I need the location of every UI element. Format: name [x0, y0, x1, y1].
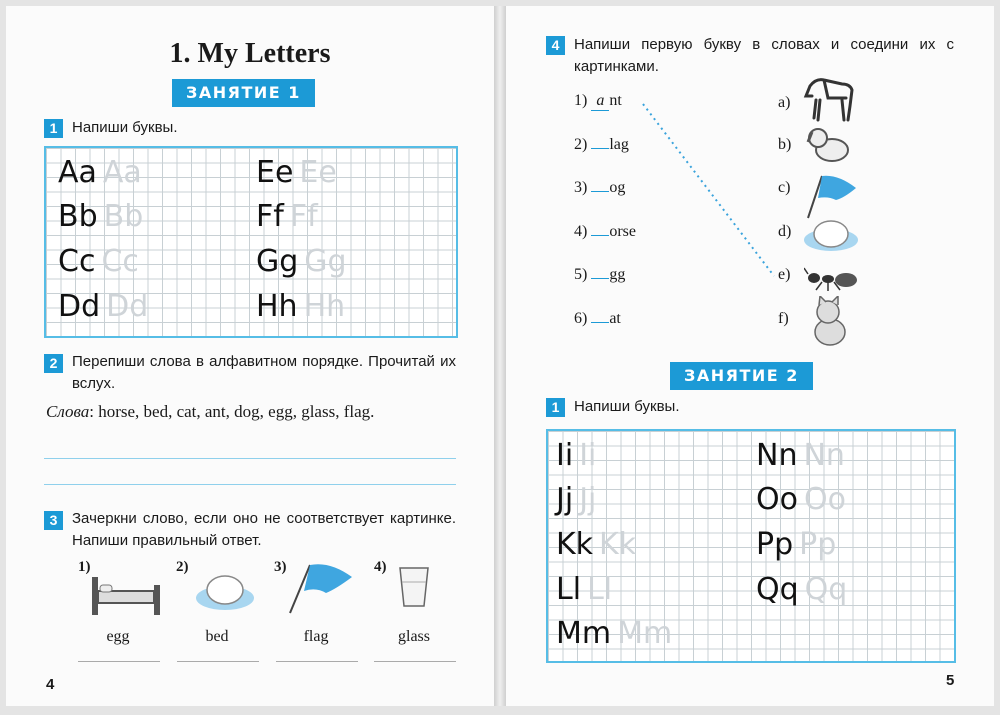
matching-word-row: 5) gg: [574, 266, 626, 283]
word-list: Слова: horse, bed, cat, ant, dog, egg, glass, flag.: [46, 402, 375, 421]
egg-icon: [194, 568, 256, 614]
letter-pair: Ii Ii: [556, 438, 597, 473]
option-label: a): [778, 94, 791, 111]
left-page: [6, 6, 494, 706]
book-fold: [494, 6, 506, 706]
letter-pair: Mm Mm: [556, 616, 673, 651]
bed-icon: [90, 571, 162, 617]
right-page: [506, 6, 994, 706]
writing-line[interactable]: [44, 458, 456, 459]
flag-icon[interactable]: [804, 172, 860, 220]
option-label: b): [778, 136, 792, 153]
task-number: 3: [44, 511, 63, 530]
matching-word-row: 1) a nt: [574, 92, 622, 109]
task-instruction: Перепиши слова в алфавитном порядке. Прочитай их вслух.: [72, 353, 456, 392]
letter-pair: Kk Kk: [556, 527, 637, 562]
task-instruction: Зачеркни слово, если оно не соответствует картинке. Напиши правильный ответ.: [72, 510, 456, 549]
option-label: f): [778, 310, 789, 327]
word-label[interactable]: glass: [398, 628, 430, 645]
dog-icon[interactable]: [804, 122, 854, 166]
letter-writing-grid: [546, 429, 956, 663]
letter-blank[interactable]: [591, 191, 609, 192]
horse-icon[interactable]: [802, 66, 858, 122]
letter-blank[interactable]: [591, 278, 609, 279]
option-label: c): [778, 179, 791, 196]
matching-word-row: 6) at: [574, 310, 621, 327]
letter-blank[interactable]: [591, 322, 609, 323]
item-number: 1): [78, 559, 91, 575]
letter-pair: Hh Hh: [256, 289, 346, 324]
letter-pair: Jj Jj: [556, 482, 597, 517]
matching-connector-line: [506, 6, 994, 346]
task-instruction: Напиши первую букву в словах и соедини их с картинками.: [574, 36, 954, 75]
answer-line[interactable]: [374, 661, 456, 662]
letter-blank[interactable]: a: [591, 92, 609, 111]
item-number: 2): [176, 559, 189, 575]
flag-icon: [286, 561, 356, 616]
matching-word-row: 3) og: [574, 179, 626, 196]
task-instruction: Напиши буквы.: [72, 119, 178, 136]
letter-pair: Aa Aa: [58, 155, 142, 190]
matching-word-row: 2) lag: [574, 136, 629, 153]
word-label[interactable]: bed: [205, 628, 229, 645]
option-label: e): [778, 266, 791, 283]
letter-pair: Ll Ll: [556, 572, 613, 607]
letter-blank[interactable]: [591, 148, 609, 149]
answer-line[interactable]: [276, 661, 358, 662]
ant-icon[interactable]: [804, 264, 860, 294]
word-label[interactable]: egg: [106, 628, 130, 645]
answer-line[interactable]: [78, 661, 160, 662]
page-number: 5: [946, 672, 955, 689]
word-label[interactable]: flag: [303, 628, 329, 645]
writing-line[interactable]: [44, 484, 456, 485]
page-number: 4: [46, 676, 55, 693]
lesson-badge: ЗАНЯТИЕ 1: [172, 79, 315, 107]
egg-icon[interactable]: [802, 214, 860, 254]
task-number: 1: [44, 119, 63, 138]
option-label: d): [778, 223, 792, 240]
task-number: 4: [546, 36, 565, 55]
answer-line[interactable]: [177, 661, 259, 662]
letter-pair: Qq Qq: [756, 572, 848, 607]
letter-pair: Dd Dd: [58, 289, 149, 324]
matching-word-row: 4) orse: [574, 223, 636, 240]
letter-writing-grid: [44, 146, 458, 338]
letter-pair: Cc Cc: [58, 244, 139, 279]
item-number: 3): [274, 559, 287, 575]
task-instruction: Напиши буквы.: [574, 398, 680, 415]
letter-pair: Bb Bb: [58, 199, 144, 234]
task-number: 2: [44, 354, 63, 373]
glass-icon: [396, 564, 432, 610]
lesson-badge: ЗАНЯТИЕ 2: [670, 362, 813, 390]
letter-pair: Ee Ee: [256, 155, 337, 190]
letter-pair: Pp Pp: [756, 527, 837, 562]
letter-blank[interactable]: [591, 235, 609, 236]
letter-pair: Oo Oo: [756, 482, 846, 517]
letter-pair: Nn Nn: [756, 438, 845, 473]
cat-icon[interactable]: [806, 296, 852, 348]
task-number: 1: [546, 398, 565, 417]
item-number: 4): [374, 559, 387, 575]
page-title: 1. My Letters: [169, 38, 331, 69]
letter-pair: Gg Gg: [256, 244, 347, 279]
letter-pair: Ff Ff: [256, 199, 318, 234]
